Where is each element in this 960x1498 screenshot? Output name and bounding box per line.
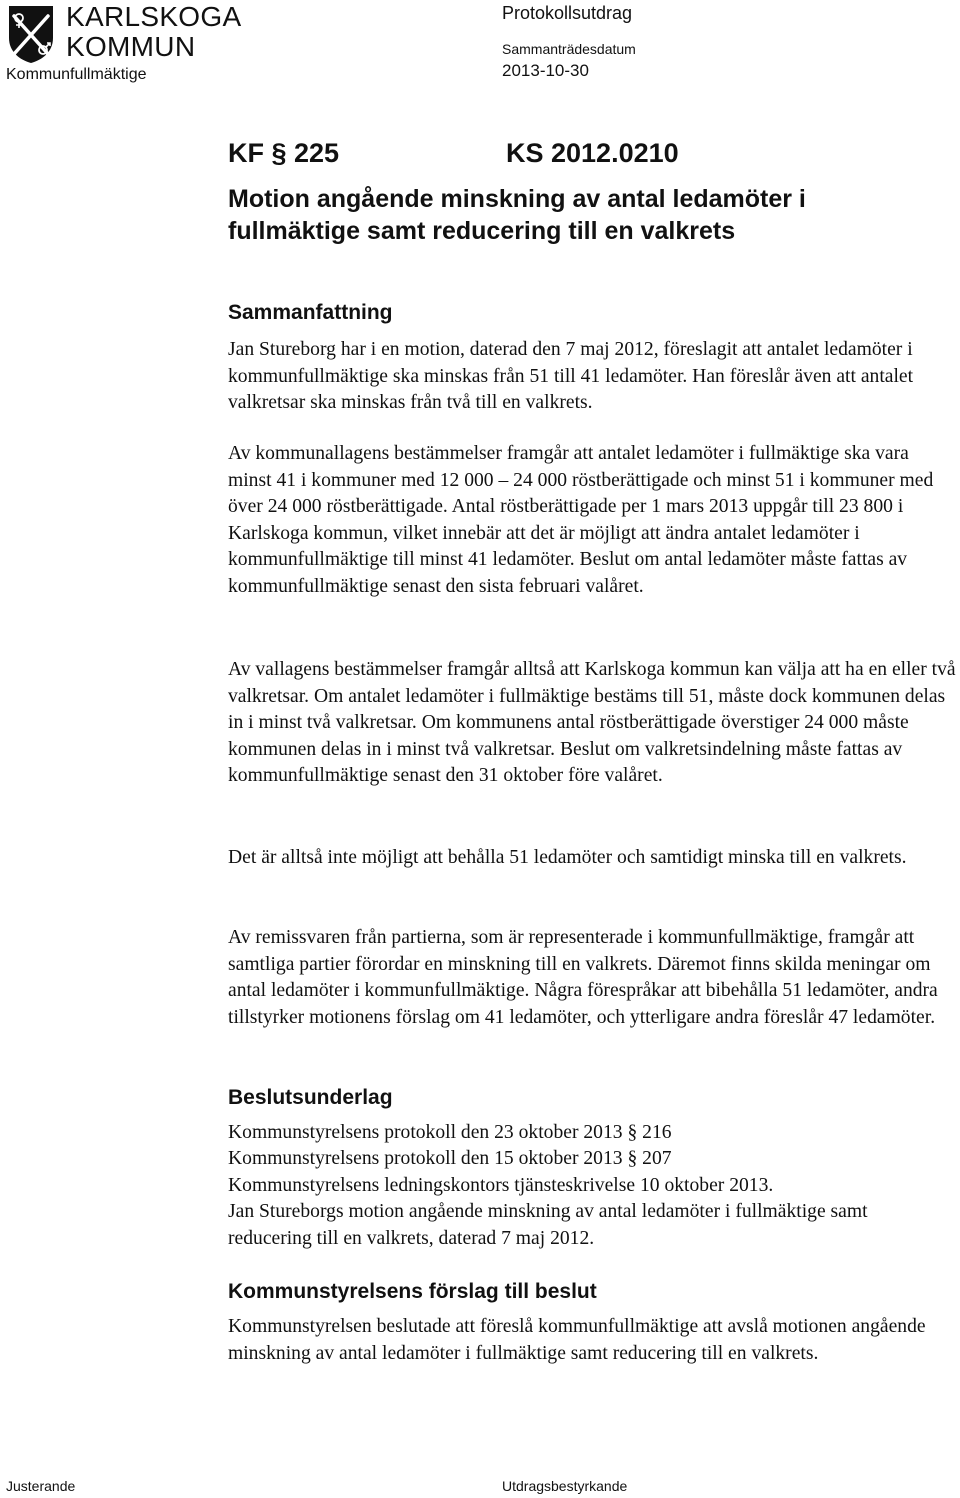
brand-line-kommun: KOMMUN [66, 31, 196, 62]
proposal-text: Kommunstyrelsen beslutade att föreslå kommunfullmäktige att avslå motionen angående minskning av antal ledamöter i fullmäktige samt reducering till en valkrets. [228, 1316, 926, 1364]
basis-item: Kommunstyrelsens ledningskontors tjänsteskrivelse 10 oktober 2013. [228, 1175, 774, 1196]
summary-paragraph-2: Av kommunallagens bestämmelser framgår att antalet ledamöter i fullmäktige ska vara minst 41 i kommuner med 12 000 – 24 000 röstberättigade och minst 51 i kommuner med över 24 000 röstberättigade. Antal röstberättigade per 1 mars 2013 uppgår till 23 800 i Karlskoga kommun, vilket innebär att det är möjligt att ändra antalet ledamöter i kommunfullmäktige till minst 41 ledamöter. Beslut om antal ledamöter måste fattas av kommunfullmäktige senast den sista februari valåret. [228, 443, 934, 597]
summary-paragraph-4: Det är alltså inte möjligt att behålla 51 ledamöter och samtidigt minska till en valkrets. [228, 847, 907, 868]
brand-line-karlskoga: KARLSKOGA [66, 1, 242, 32]
summary-paragraph-5: Av remissvaren från partierna, som är representerade i kommunfullmäktige, framgår att samtliga partier förordar en minskning till en valkrets. Däremot finns skilda meningar om antal ledamöter i kommunfullmäktige. Några förespråkar att bibehålla 51 ledamöter, andra tillstyrker motionens förslag om 41 ledamöter, och ytterligare andra föreslår 47 ledamöter. [228, 927, 938, 1028]
basis-heading: Beslutsunderlag [228, 1086, 393, 1109]
summary-heading: Sammanfattning [228, 301, 393, 324]
summary-paragraph-3: Av vallagens bestämmelser framgår alltså att Karlskoga kommun kan välja att ha en eller två valkretsar. Om antalet ledamöter i fullmäktige bestäms till 51, måste dock kommunen delas in i minst två valkretsar. Om kommunens antal röstberättigade överstiger 24 000 måste kommunen delas in i minst två valkretsar. Beslut om valkretsindelning måste fattas av kommunfullmäktige senast den 31 oktober före valåret. [228, 659, 956, 786]
document-type: Protokollsutdrag [502, 3, 633, 23]
meeting-date-value: 2013-10-30 [502, 61, 589, 80]
brand-name [66, 2, 241, 62]
department-label: Kommunfullmäktige [6, 66, 147, 83]
page-title: Motion angående minskning av antal ledamöter i fullmäktige samt reducering till en valkrets [228, 185, 806, 245]
basis-item: Kommunstyrelsens protokoll den 23 oktober 2013 § 216 [228, 1122, 672, 1143]
proposal-heading: Kommunstyrelsens förslag till beslut [228, 1280, 597, 1303]
basis-item: Jan Stureborgs motion angående minskning av antal ledamöter i fullmäktige samt reducering till en valkrets, daterad 7 maj 2012. [228, 1201, 868, 1249]
karlskoga-coat-of-arms-icon [6, 4, 56, 64]
ks-reference: KS 2012.0210 [506, 138, 679, 168]
kf-reference: KF § 225 [228, 138, 340, 168]
footer-utdragsbestyrkande-label: Utdragsbestyrkande [502, 1478, 628, 1494]
basis-item: Kommunstyrelsens protokoll den 15 oktober 2013 § 207 [228, 1148, 672, 1169]
summary-paragraph-1: Jan Stureborg har i en motion, daterad den 7 maj 2012, föreslagit att antalet ledamöter i kommunfullmäktige ska minskas från 51 till 41 ledamöter. Han föreslår även att antalet valkretsar ska minskas från två till en valkrets. [228, 339, 914, 413]
footer-justerande-label: Justerande [6, 1478, 76, 1494]
meeting-date-label: Sammanträdesdatum [502, 41, 636, 57]
